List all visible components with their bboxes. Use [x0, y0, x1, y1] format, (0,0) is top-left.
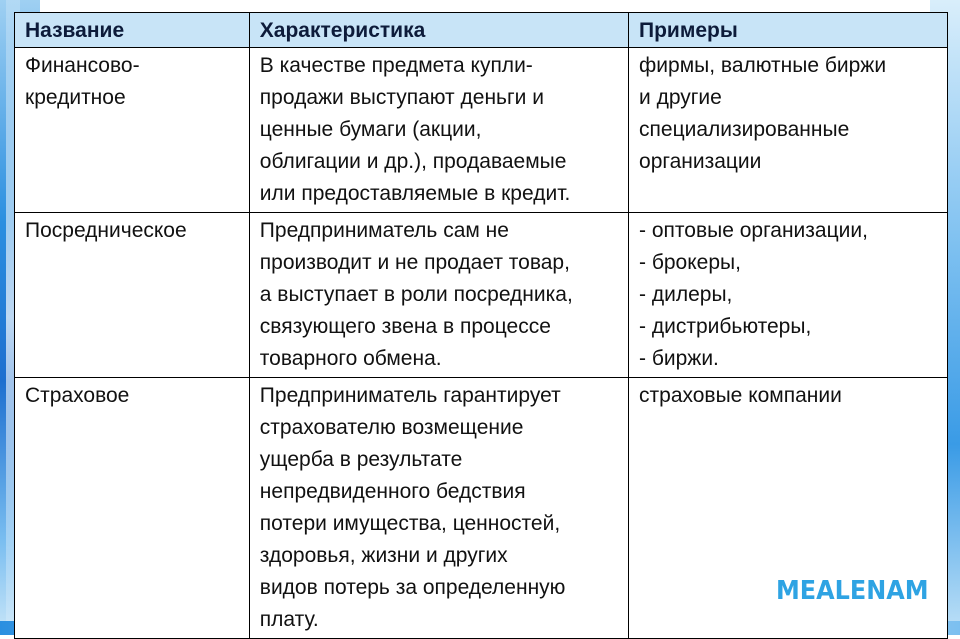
row-name-cell	[15, 48, 250, 213]
row-examples-cell	[629, 48, 948, 213]
row-name: Страховое	[25, 384, 130, 407]
header-examples: Примеры	[629, 13, 948, 48]
row-examples-cell	[629, 213, 948, 378]
row-examples: фирмы, валютные биржи и другие специализированные организации	[639, 54, 887, 173]
header-name: Название	[15, 13, 250, 48]
row-name: Финансово- кредитное	[25, 54, 140, 109]
row-name-cell	[15, 213, 250, 378]
table-row	[15, 48, 948, 213]
row-examples: страховые компании	[639, 384, 842, 407]
row-characteristic-cell	[249, 213, 628, 378]
table-row	[15, 213, 948, 378]
row-name-cell	[15, 378, 250, 639]
row-characteristic: Предприниматель сам не производит и не продает товар, а выступает в роли посредника, связующего звена в процессе товарного обмена.	[259, 219, 573, 370]
table-header-row	[15, 13, 948, 48]
row-characteristic-cell	[249, 48, 628, 213]
row-characteristic-cell	[249, 378, 628, 639]
row-characteristic: Предприниматель гарантирует страхователю возмещение ущерба в результате непредвиденного бедствия потери имущества, ценностей, здоровья, жизни и других видов потерь за определенную плату.	[259, 384, 566, 631]
watermark-logo: MEALENAM	[776, 576, 929, 606]
row-examples: - оптовые организации, - брокеры, - дилеры, - дистрибьютеры, - биржи.	[639, 219, 868, 370]
entrepreneurship-types-table	[14, 12, 948, 639]
row-characteristic: В качестве предмета купли- продажи выступают деньги и ценные бумаги (акции, облигации и др.), продаваемые или предоставляемые в кредит.	[259, 54, 571, 205]
header-characteristic: Характеристика	[249, 13, 628, 48]
row-name: Посредническое	[25, 219, 187, 242]
